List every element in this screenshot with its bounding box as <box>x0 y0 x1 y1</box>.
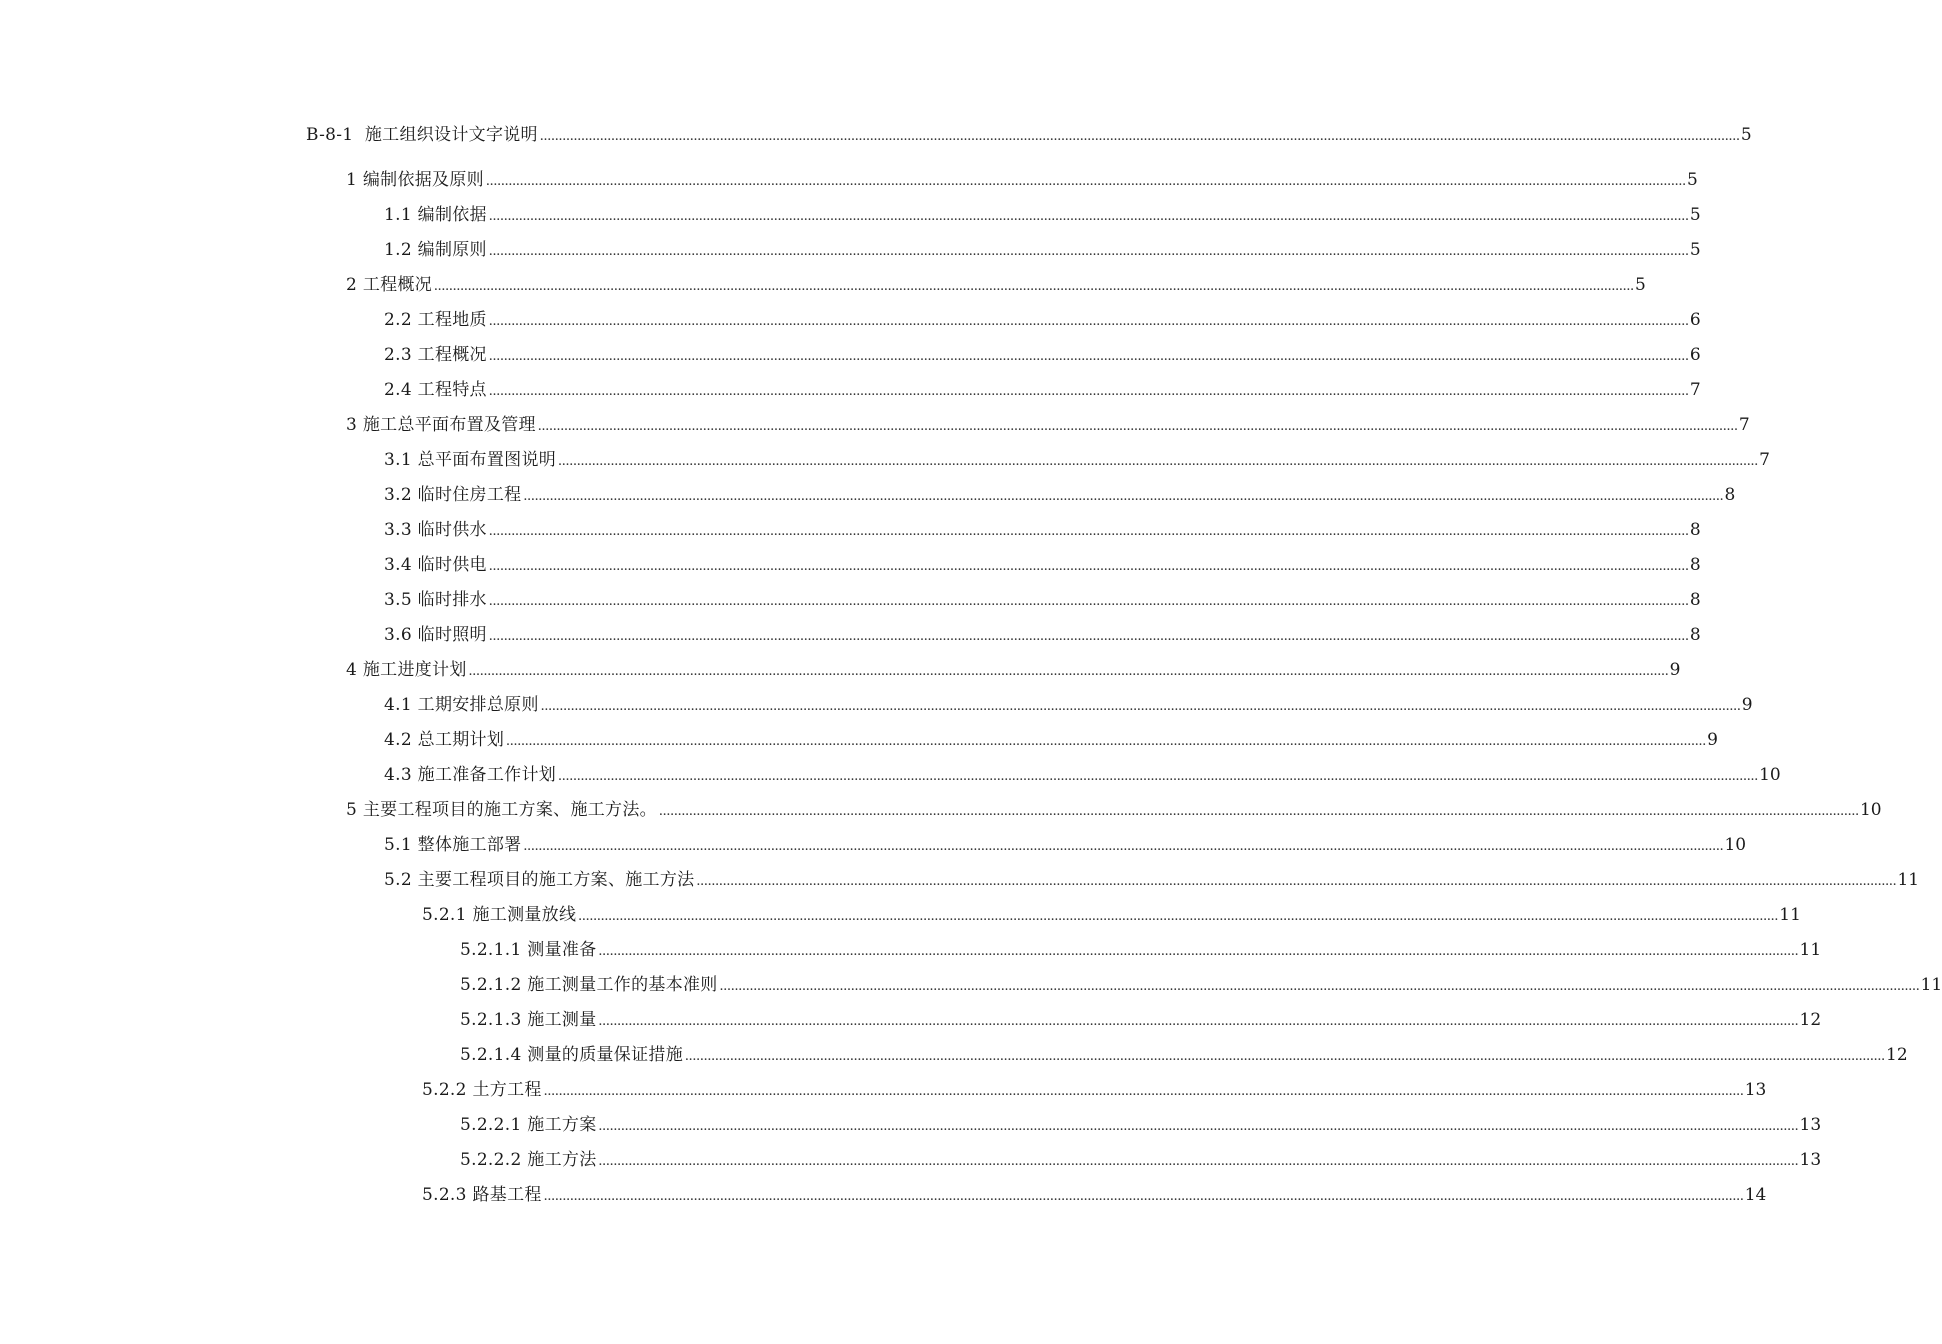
toc-entry-title <box>384 695 541 715</box>
toc-entry[interactable] <box>460 1002 1822 1037</box>
toc-entry-page-number: 6 <box>1689 309 1701 330</box>
toc-entry-number: 5.2.1.4 <box>460 1044 522 1065</box>
toc-entry-page-number: 7 <box>1759 449 1770 470</box>
toc-entry-text: 临时住房工程 <box>417 484 522 505</box>
toc-entry[interactable] <box>384 337 1701 372</box>
toc-entry-title <box>460 1115 599 1135</box>
toc-entry-number: 5.2.1.2 <box>460 974 522 995</box>
toc-entry[interactable] <box>384 512 1701 547</box>
toc-entry-page-number: 11 <box>1799 939 1822 960</box>
toc-entry-number: 5.2.1.3 <box>460 1009 522 1030</box>
toc-entry-text: 施工准备工作计划 <box>417 764 557 785</box>
toc-entry[interactable] <box>384 477 1736 512</box>
toc-entry-title <box>384 555 489 575</box>
toc-entry-text: 临时排水 <box>417 589 487 610</box>
toc-entry-page-number: 13 <box>1799 1149 1822 1170</box>
toc-entry-number: 3.2 <box>384 484 412 505</box>
dot-leader <box>696 870 1896 890</box>
table-of-contents <box>0 117 1942 1212</box>
dot-leader <box>599 1010 1799 1030</box>
dot-leader <box>489 345 1689 365</box>
toc-entry[interactable] <box>384 197 1701 232</box>
toc-entry-text: 施工方法 <box>527 1149 597 1170</box>
toc-entry-text: 工程概况 <box>417 344 487 365</box>
toc-entry-text: 编制依据及原则 <box>362 169 484 190</box>
dot-leader <box>540 125 1740 145</box>
toc-entry[interactable] <box>346 792 1882 827</box>
toc-entry-number: 4.2 <box>384 729 412 750</box>
toc-entry-number: 2.3 <box>384 344 412 365</box>
toc-entry-text: 施工进度计划 <box>362 659 467 680</box>
toc-entry-title <box>384 520 489 540</box>
dot-leader <box>489 520 1689 540</box>
toc-entry-text: 施工组织设计文字说明 <box>364 124 538 145</box>
toc-entry-number: 3.3 <box>384 519 412 540</box>
toc-entry-text: 编制依据 <box>417 204 487 225</box>
dot-leader <box>523 485 1723 505</box>
toc-entry-number: 3.6 <box>384 624 412 645</box>
toc-entry-page-number: 5 <box>1689 204 1701 225</box>
toc-entry-text: 测量准备 <box>527 939 597 960</box>
toc-entry-number: 3.1 <box>384 449 412 470</box>
toc-entry-page-number: 7 <box>1689 379 1701 400</box>
toc-entry-page-number: 11 <box>1920 974 1942 995</box>
toc-entry-title <box>346 170 486 190</box>
toc-entry-number: 5.2.1 <box>422 904 467 925</box>
toc-entry-page-number: 8 <box>1689 589 1701 610</box>
toc-entry-text: 临时供电 <box>417 554 487 575</box>
toc-entry-page-number: 5 <box>1635 274 1646 295</box>
toc-entry-title <box>384 765 558 785</box>
toc-entry-number: 1 <box>346 169 358 190</box>
toc-entry-page-number: 6 <box>1689 344 1701 365</box>
toc-entry[interactable] <box>384 232 1701 267</box>
toc-entry-title <box>460 975 720 995</box>
toc-entry-number: 1.1 <box>384 204 412 225</box>
toc-entry[interactable] <box>460 1142 1822 1177</box>
toc-entry-number: 2.4 <box>384 379 412 400</box>
toc-entry-number: 2.2 <box>384 309 412 330</box>
toc-entry-title <box>384 240 489 260</box>
toc-entry-number: 5 <box>346 799 358 820</box>
toc-entry[interactable] <box>346 652 1681 687</box>
dot-leader <box>489 625 1689 645</box>
dot-leader <box>469 660 1669 680</box>
toc-entry-text: 主要工程项目的施工方案、施工方法 <box>417 869 695 890</box>
toc-entry-page-number: 10 <box>1759 764 1781 785</box>
dot-leader <box>489 205 1689 225</box>
toc-entry-title <box>384 835 523 855</box>
toc-entry[interactable] <box>460 1107 1822 1142</box>
toc-entry-text: 土方工程 <box>472 1079 542 1100</box>
toc-entry-title <box>346 800 659 820</box>
dot-leader <box>489 240 1689 260</box>
toc-entry-number: 5.1 <box>384 834 412 855</box>
dot-leader <box>489 590 1689 610</box>
toc-entry-page-number: 13 <box>1744 1079 1767 1100</box>
toc-entry-title <box>422 1080 544 1100</box>
toc-entry-title <box>384 730 506 750</box>
toc-entry-page-number: 13 <box>1799 1114 1822 1135</box>
toc-entry-text: 工程地质 <box>417 309 487 330</box>
toc-entry-text: 主要工程项目的施工方案、施工方法。 <box>362 799 657 820</box>
toc-entry-number: B-8-1 <box>306 124 354 145</box>
toc-entry-number: 3.4 <box>384 554 412 575</box>
toc-entry-title <box>460 1045 685 1065</box>
toc-entry-page-number: 5 <box>1740 124 1752 145</box>
toc-entry-title <box>306 125 540 145</box>
toc-entry-text: 工程特点 <box>417 379 487 400</box>
dot-leader <box>489 310 1689 330</box>
toc-entry[interactable] <box>384 722 1718 757</box>
toc-entry[interactable] <box>384 687 1753 722</box>
toc-entry-number: 5.2.1.1 <box>460 939 522 960</box>
toc-entry-page-number: 8 <box>1689 624 1701 645</box>
toc-entry[interactable] <box>346 407 1750 442</box>
toc-entry-text: 总工期计划 <box>417 729 505 750</box>
toc-entry[interactable] <box>384 302 1701 337</box>
toc-entry-title <box>346 415 538 435</box>
toc-entry-page-number: 7 <box>1738 414 1750 435</box>
toc-entry-title <box>384 205 489 225</box>
dot-leader <box>558 765 1758 785</box>
dot-leader <box>599 1150 1799 1170</box>
toc-entry[interactable] <box>422 1177 1767 1212</box>
toc-entry-number: 5.2 <box>384 869 412 890</box>
toc-entry-page-number: 12 <box>1799 1009 1822 1030</box>
toc-entry-page-number: 10 <box>1859 799 1882 820</box>
toc-entry[interactable] <box>384 547 1701 582</box>
dot-leader <box>541 695 1741 715</box>
toc-entry-number: 3 <box>346 414 358 435</box>
toc-entry[interactable] <box>460 1037 1908 1072</box>
toc-entry-number: 4.1 <box>384 694 412 715</box>
toc-entry[interactable] <box>384 442 1770 477</box>
dot-leader <box>659 800 1859 820</box>
toc-entry-page-number: 11 <box>1897 869 1920 890</box>
toc-entry-title <box>460 940 599 960</box>
toc-entry-page-number: 12 <box>1886 1044 1908 1065</box>
dot-leader <box>578 905 1778 925</box>
toc-entry[interactable] <box>384 862 1920 897</box>
toc-entry-number: 2 <box>346 274 358 295</box>
toc-entry-text: 整体施工部署 <box>417 834 522 855</box>
dot-leader <box>486 170 1686 190</box>
toc-entry-number: 4 <box>346 659 358 680</box>
toc-entry-text: 编制原则 <box>417 239 487 260</box>
toc-entry-text: 工程概况 <box>362 274 433 295</box>
toc-entry-title <box>346 275 434 295</box>
toc-entry-text: 临时照明 <box>417 624 487 645</box>
toc-entry-page-number: 9 <box>1741 694 1753 715</box>
toc-entry-title <box>460 1010 599 1030</box>
toc-entry[interactable] <box>384 757 1781 792</box>
toc-entry-number: 5.2.2 <box>422 1079 467 1100</box>
toc-entry-number: 3.5 <box>384 589 412 610</box>
dot-leader <box>538 415 1738 435</box>
toc-entry-page-number: 8 <box>1689 554 1701 575</box>
toc-entry-title <box>384 485 523 505</box>
toc-entry[interactable] <box>306 117 1752 152</box>
toc-entry[interactable] <box>384 372 1701 407</box>
toc-entry-page-number: 10 <box>1724 834 1747 855</box>
toc-entry-title <box>384 380 489 400</box>
toc-entry-number: 5.2.3 <box>422 1184 467 1205</box>
toc-entry[interactable] <box>384 582 1701 617</box>
toc-entry-title <box>422 1185 544 1205</box>
toc-entry[interactable] <box>346 162 1698 197</box>
dot-leader <box>685 1045 1885 1065</box>
dot-leader <box>489 380 1689 400</box>
dot-leader <box>506 730 1706 750</box>
toc-entry-number: 1.2 <box>384 239 412 260</box>
toc-entry-text: 路基工程 <box>472 1184 542 1205</box>
toc-entry[interactable] <box>422 897 1801 932</box>
toc-entry-text: 测量的质量保证措施 <box>527 1044 683 1065</box>
toc-entry-text: 施工测量放线 <box>472 904 577 925</box>
toc-entry-text: 施工测量 <box>527 1009 597 1030</box>
toc-entry[interactable] <box>384 617 1701 652</box>
toc-entry-page-number: 8 <box>1724 484 1736 505</box>
dot-leader <box>523 835 1723 855</box>
toc-entry-page-number: 9 <box>1707 729 1718 750</box>
toc-entry-page-number: 8 <box>1689 519 1701 540</box>
toc-entry-title <box>384 625 489 645</box>
toc-entry-title <box>384 870 696 890</box>
toc-entry-page-number: 5 <box>1686 169 1698 190</box>
toc-entry-title <box>422 905 578 925</box>
toc-entry-text: 施工方案 <box>527 1114 597 1135</box>
toc-entry[interactable] <box>460 932 1822 967</box>
toc-entry-page-number: 9 <box>1669 659 1681 680</box>
dot-leader <box>558 450 1758 470</box>
toc-entry-title <box>346 660 469 680</box>
toc-entry-text: 施工总平面布置及管理 <box>362 414 536 435</box>
toc-entry[interactable] <box>346 267 1646 302</box>
toc-entry[interactable] <box>384 827 1747 862</box>
toc-entry-title <box>384 450 558 470</box>
toc-entry-page-number: 5 <box>1689 239 1701 260</box>
toc-entry-title <box>384 345 489 365</box>
toc-entry-page-number: 14 <box>1744 1184 1767 1205</box>
toc-entry-text: 总平面布置图说明 <box>417 449 557 470</box>
toc-entry-title <box>384 590 489 610</box>
toc-entry-number: 5.2.2.1 <box>460 1114 522 1135</box>
toc-entry-number: 4.3 <box>384 764 412 785</box>
dot-leader <box>599 940 1799 960</box>
toc-entry-text: 施工测量工作的基本准则 <box>527 974 718 995</box>
toc-entry[interactable] <box>460 967 1942 1002</box>
dot-leader <box>599 1115 1799 1135</box>
toc-entry-page-number: 11 <box>1779 904 1801 925</box>
dot-leader <box>544 1080 1744 1100</box>
toc-entry-title <box>460 1150 599 1170</box>
dot-leader <box>434 275 1634 295</box>
toc-entry-number: 5.2.2.2 <box>460 1149 522 1170</box>
toc-entry[interactable] <box>422 1072 1767 1107</box>
dot-leader <box>544 1185 1744 1205</box>
toc-entry-text: 工期安排总原则 <box>417 694 539 715</box>
dot-leader <box>489 555 1689 575</box>
toc-entry-text: 临时供水 <box>417 519 487 540</box>
toc-entry-title <box>384 310 489 330</box>
dot-leader <box>720 975 1920 995</box>
